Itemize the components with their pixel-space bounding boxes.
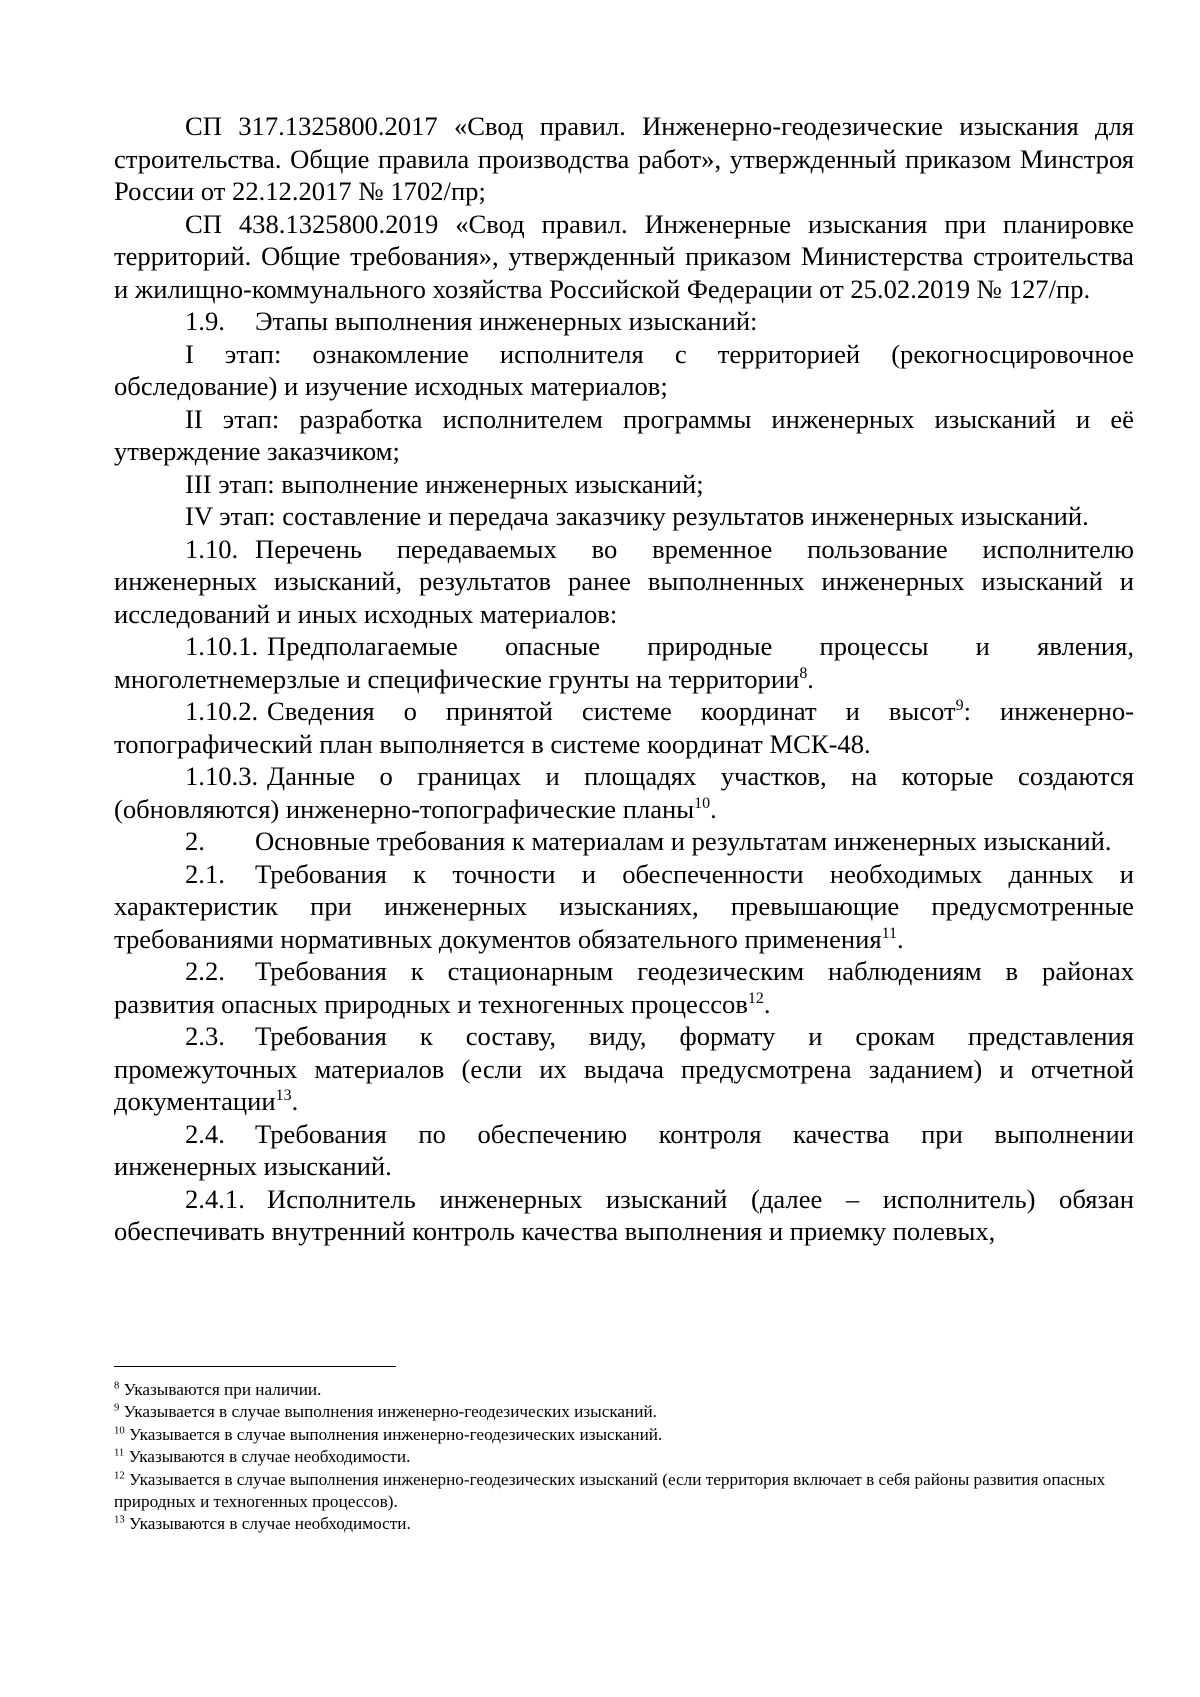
stage-1 — [114, 338, 1134, 403]
section-2-4 — [114, 1118, 1134, 1183]
section-2-3 — [114, 1020, 1134, 1118]
footnote-12 — [114, 1469, 1124, 1514]
section-text: Основные требования к материалам и результатам инженерных изысканий. — [255, 826, 1112, 856]
section-2-2 — [114, 955, 1134, 1020]
footnote-9 — [114, 1401, 1124, 1423]
section-number: 1.10.3. — [185, 761, 259, 791]
section-text: Требования к точности и обеспеченности необходимых данных и характеристик при инженерных изысканиях, превышающие предусмотренные требованиями нормативных документов обязательного применения — [114, 858, 1134, 954]
footnote-11 — [114, 1446, 1124, 1468]
section-text-end: . — [710, 793, 717, 824]
stage-4 — [114, 500, 1134, 533]
section-number: 1.9. — [185, 306, 225, 336]
paragraph-sp438 — [114, 208, 1134, 306]
footnote-ref[interactable]: 13 — [275, 1087, 292, 1105]
section-number: 2. — [185, 826, 205, 856]
paragraph-text: I этап: ознакомление исполнителя с территорией (рекогносцировочное обследование) и изучение исходных материалов; — [114, 338, 1134, 401]
section-text: Предполагаемые опасные природные процессы и явления, многолетнемерзлые и специфические грунты на территории — [114, 631, 1134, 694]
section-text: Требования к стационарным геодезическим наблюдениям в районах развития опасных природных и техногенных процессов — [114, 956, 1134, 1019]
section-text: Сведения о принятой системе координат и высот — [267, 696, 956, 726]
paragraph-sp317 — [114, 110, 1134, 208]
footnote-text: Указывается в случае выполнения инженерно-геодезических изысканий (если территория включает в себя районы развития опасных природных и техногенных процессов). — [114, 1469, 1106, 1512]
section-1-10 — [114, 533, 1134, 631]
footnote-text: Указываются при наличии. — [123, 1380, 322, 1399]
section-2-4-1 — [114, 1183, 1134, 1248]
section-number: 2.3. — [185, 1021, 225, 1051]
section-text-end: . — [807, 663, 814, 694]
section-text-end: . — [896, 923, 904, 954]
paragraph-text: III этап: выполнение инженерных изысканий; — [185, 468, 704, 499]
paragraph-text: СП 438.1325800.2019 «Свод правил. Инженерные изыскания при планировке территорий. Общие требования», утвержденный приказом Министерства строительства и жилищно-коммунального хозяйства Российской Федерации от 25.02.2019 № 127/пр. — [114, 208, 1134, 304]
footnote-number: 12 — [114, 1469, 125, 1481]
section-text-continued: : инженерно-топографический план выполняется в системе координат МСК-48. — [114, 696, 1134, 759]
footnote-text: Указывается в случае выполнения инженерно-геодезических изысканий. — [123, 1402, 657, 1422]
footnote-number: 8 — [114, 1380, 120, 1392]
footnote-ref[interactable]: 8 — [799, 664, 808, 682]
footnote-number: 13 — [114, 1514, 125, 1526]
footnote-number: 10 — [114, 1425, 125, 1437]
paragraph-text: II этап: разработка исполнителем программы инженерных изысканий и её утверждение заказчиком; — [114, 403, 1134, 466]
section-text: Требования к составу, виду, формату и срокам представления промежуточных материалов (если их выдача предусмотрена заданием) и отчетной документации — [114, 1021, 1134, 1116]
section-text: Исполнитель инженерных изысканий (далее – исполнитель) обязан обеспечивать внутренний контроль качества выполнения и приемку полевых, — [114, 1183, 1134, 1246]
footnote-number: 11 — [114, 1447, 125, 1459]
footnote-ref[interactable]: 11 — [881, 924, 897, 942]
footnote-ref[interactable]: 12 — [747, 989, 764, 1007]
section-1-10-1 — [114, 630, 1134, 695]
section-number: 1.10. — [185, 533, 239, 564]
section-text: Этапы выполнения инженерных изысканий: — [255, 306, 758, 336]
document-body — [114, 110, 1134, 1248]
footnote-number: 9 — [114, 1402, 120, 1414]
footnote-ref[interactable]: 9 — [955, 697, 964, 715]
section-2-1 — [114, 858, 1134, 956]
footnote-ref[interactable]: 10 — [694, 794, 711, 812]
section-1-10-3 — [114, 760, 1134, 825]
footnote-10 — [114, 1424, 1124, 1446]
footnote-separator — [114, 1366, 396, 1367]
section-text: Перечень передаваемых во временное пользование исполнителю инженерных изысканий, результатов ранее выполненных инженерных изысканий и исследований и иных исходных материалов: — [114, 533, 1134, 629]
footnote-8 — [114, 1379, 1124, 1401]
section-number: 1.10.1. — [185, 631, 259, 661]
paragraph-text: СП 317.1325800.2017 «Свод правил. Инженерно-геодезические изыскания для строительства. Общие правила производства работ», утвержденный приказом Минстроя России от 22.12.2017 № 1702/пр; — [114, 111, 1134, 206]
section-number: 2.2. — [185, 956, 225, 986]
section-text: Требования по обеспечению контроля качества при выполнении инженерных изысканий. — [114, 1118, 1134, 1181]
stage-3 — [114, 468, 1134, 501]
section-number: 2.1. — [185, 858, 225, 889]
section-text-end: . — [763, 988, 771, 1019]
section-number: 1.10.2. — [185, 696, 259, 726]
section-2 — [114, 825, 1134, 858]
footnote-text: Указываются в случае необходимости. — [128, 1514, 411, 1534]
section-1-10-2 — [114, 695, 1134, 760]
footnote-text: Указывается в случае выполнения инженерно-геодезических изысканий. — [128, 1424, 663, 1444]
stage-2 — [114, 403, 1134, 468]
footnotes — [114, 1379, 1124, 1536]
footnote-13 — [114, 1513, 1124, 1535]
section-1-9 — [114, 305, 1134, 338]
section-text: Данные о границах и площадях участков, на которые создаются (обновляются) инженерно-топографические планы — [114, 761, 1134, 824]
paragraph-text: IV этап: составление и передача заказчику результатов инженерных изысканий. — [185, 501, 1089, 531]
section-number: 2.4. — [185, 1118, 225, 1149]
section-number: 2.4.1. — [185, 1183, 245, 1214]
section-text-end: . — [291, 1086, 299, 1116]
footnote-text: Указываются в случае необходимости. — [128, 1447, 411, 1467]
